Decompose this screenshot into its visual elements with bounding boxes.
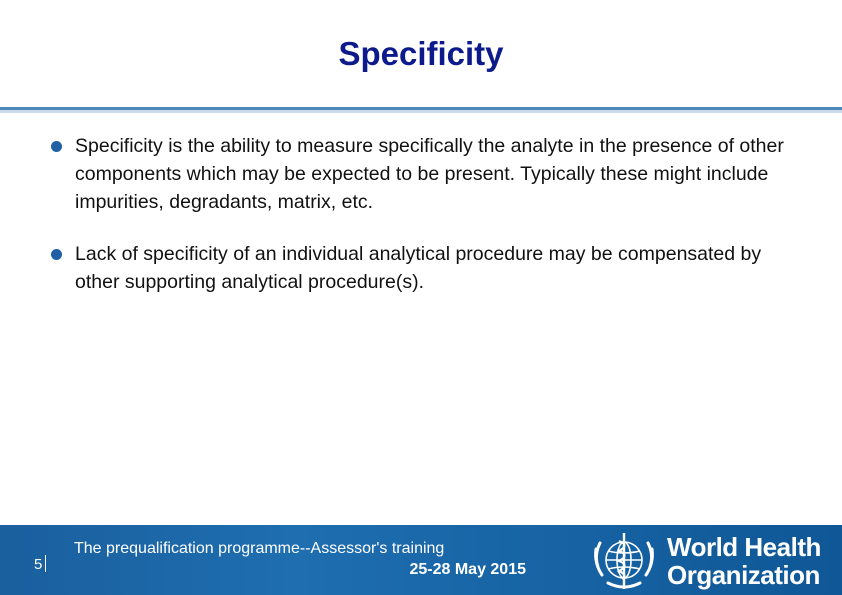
who-logo-line1: World Health — [667, 532, 821, 562]
bullet-text: Specificity is the ability to measure specifically the analyte in the presence of other components which may be expected to be present. Typically these might include impurities, degradants, matrix, etc. — [75, 135, 784, 213]
bullet-list — [50, 132, 810, 320]
who-logo-text — [667, 533, 821, 589]
page-number: 5 — [34, 556, 43, 573]
who-emblem-icon — [586, 527, 662, 593]
bullet-item — [50, 240, 810, 296]
who-logo-line2: Organization — [667, 560, 820, 590]
bullet-dot-icon — [51, 141, 62, 152]
title-divider-shadow — [0, 110, 842, 113]
footer-caption — [60, 538, 526, 580]
page-number-separator — [45, 555, 46, 572]
programme-line: The prequalification programme--Assessor's training — [74, 540, 445, 557]
slide-title: Specificity — [338, 35, 504, 72]
date-line: 25-28 May 2015 — [409, 561, 526, 578]
bullet-text: Lack of specificity of an individual analytical procedure may be compensated by other supporting analytical procedure(s). — [75, 243, 762, 293]
bullet-dot-icon — [51, 249, 62, 260]
bullet-item — [50, 132, 810, 216]
